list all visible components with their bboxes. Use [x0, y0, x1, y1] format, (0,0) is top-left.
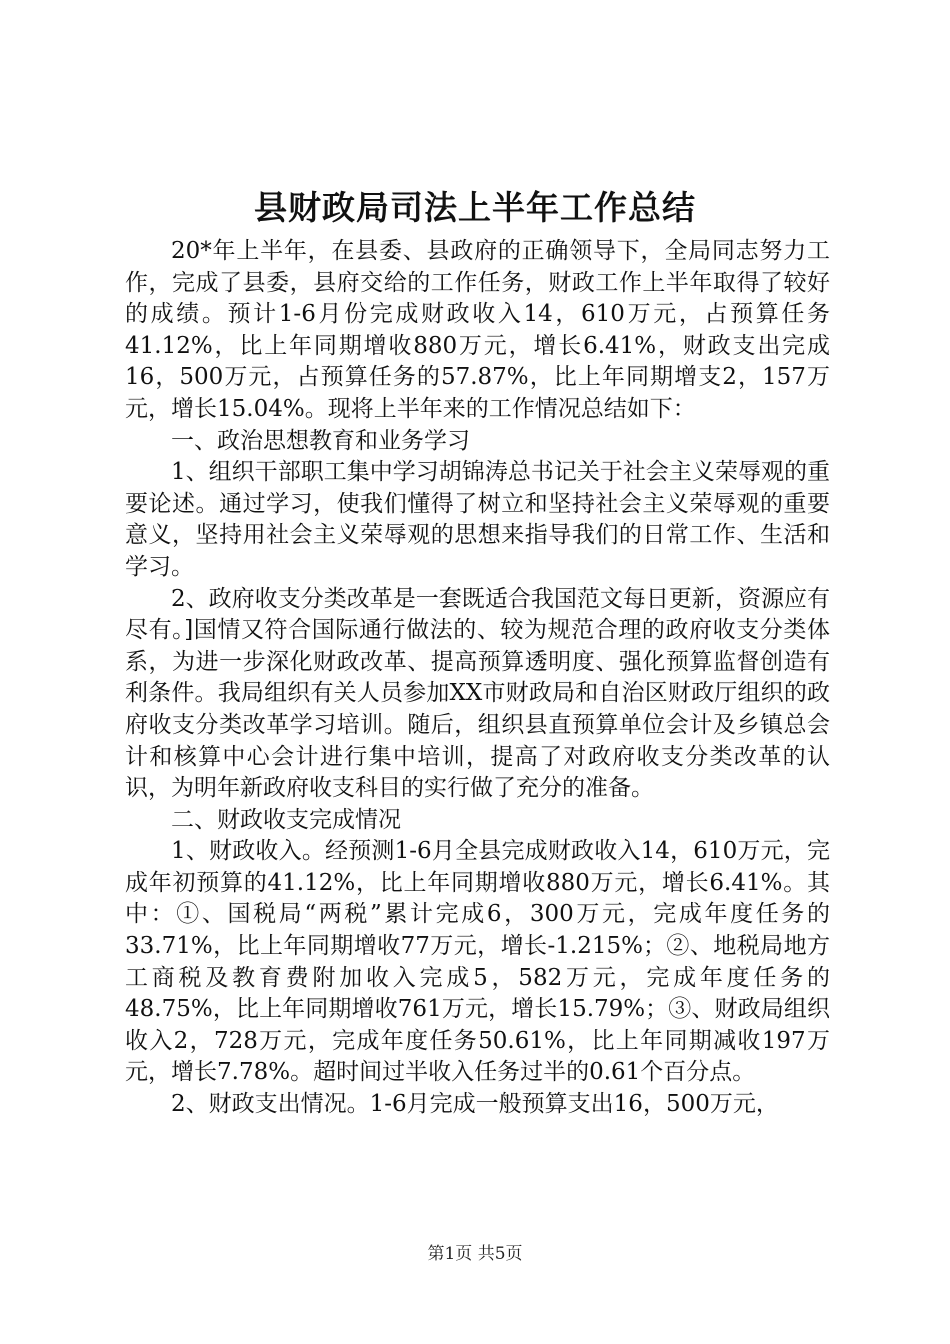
- document-title: 县财政局司法上半年工作总结: [254, 188, 696, 227]
- page-number-footer: 第1页 共5页: [427, 1244, 523, 1264]
- body-paragraph: 1、组织干部职工集中学习胡锦涛总书记关于社会主义荣辱观的重要论述。通过学习，使我们懂得了树立和坚持社会主义荣辱观的重要意义，坚持用社会主义荣辱观的思想来指导我们的日常工作、生活和学习。: [125, 459, 830, 580]
- body-paragraph: 1、财政收入。经预测1-6月全县完成财政收入14，610万元，完成年初预算的41.12%，比上年同期增收880万元，增长6.41%。其中：①、国税局“两税”累计完成6，300万元，完成年度任务的33.71%，比上年同期增收77万元，增长-1.215%；②、地税局地方工商税及教育费附加收入完成5，582万元，完成年度任务的48.75%，比上年同期增收761万元，增长15.79%；③、财政局组织收入2，728万元，完成年度任务50.61%，比上年同期减收197万元，增长7.78%。超时间过半收入任务过半的0.61个百分点。: [125, 838, 830, 1086]
- body-paragraph: 2、政府收支分类改革是一套既适合我国范文每日更新，资源应有尽有。]国情又符合国际通行做法的、较为规范合理的政府收支分类体系，为进一步深化财政改革、提高预算透明度、强化预算监督创造有利条件。我局组织有关人员参加XX市财政局和自治区财政厅组织的政府收支分类改革学习培训。随后，组织县直预算单位会计及乡镇总会计和核算中心会计进行集中培训，提高了对政府收支分类改革的认识，为明年新政府收支科目的实行做了充分的准备。: [125, 585, 830, 802]
- intro-paragraph: 20*年上半年，在县委、县政府的正确领导下，全局同志努力工作，完成了县委，县府交给的工作任务，财政工作上半年取得了较好的成绩。预计1-6月份完成财政收入14，610万元，占预算任务41.12%，比上年同期增收880万元，增长6.41%，财政支出完成16，500万元，占预算任务的57.87%，比上年同期增支2，157万元，增长15.04%。现将上半年来的工作情况总结如下：: [125, 238, 830, 422]
- body-paragraph: 2、财政支出情况。1-6月完成一般预算支出16，500万元，: [171, 1091, 779, 1118]
- section-heading-1: 一、政治思想教育和业务学习: [171, 427, 470, 454]
- document-body: [125, 236, 830, 1121]
- section-heading-2: 二、财政收支完成情况: [171, 806, 401, 833]
